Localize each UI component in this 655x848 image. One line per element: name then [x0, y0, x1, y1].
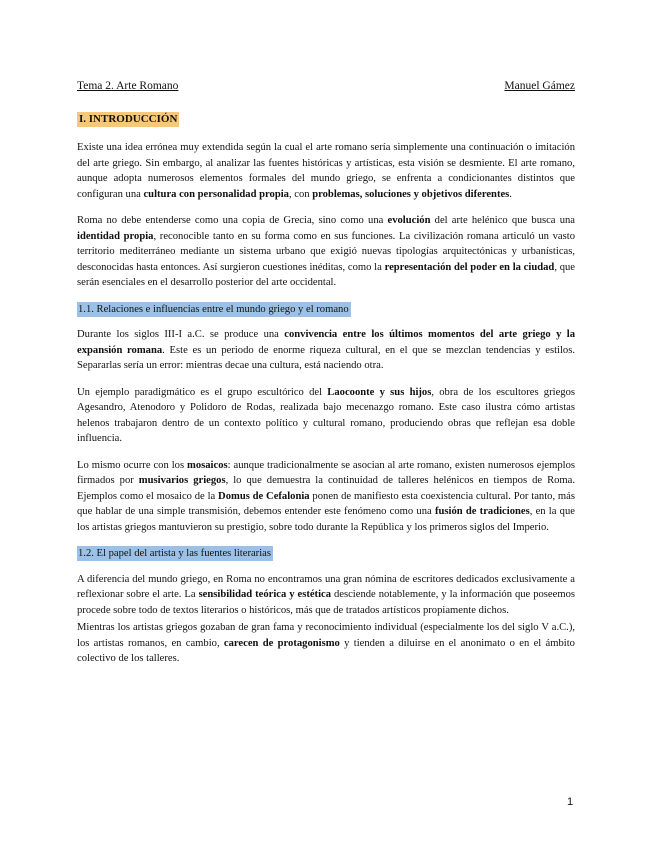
paragraph-4-bold-1: Laocoonte y sus hijos	[327, 386, 432, 398]
paragraph-2-text-4: , que serán esenciales en el desarrollo posterior del arte occidental.	[77, 261, 576, 288]
paragraph-5-bold-4: fusión de tradiciones	[434, 506, 530, 517]
paragraph-1-text-3: .	[509, 188, 512, 200]
section-heading-introduccion: I. INTRODUCCIÓN	[79, 113, 178, 125]
paragraph-5-text-2: : aunque tradicionalmente se asocian al arte romano, existen numerosos ejemplos firmados por	[77, 459, 575, 486]
paragraph-1	[77, 140, 575, 202]
header-author: Manuel Gámez	[504, 80, 575, 92]
paragraph-5-text-5: , en la que los artistas griegos mantuvieron su prestigio, sobre todo durante la República y los primeros siglos del Imperio.	[77, 506, 575, 533]
paragraph-2	[77, 213, 575, 291]
paragraph-3-text-2: . Este es un periodo de enorme riqueza cultural, en el que se mezclan tendencias y estilos. Separarlas sería un error: mientras decae una cultura, está naciendo otra.	[77, 344, 575, 371]
paragraph-7-bold-1: carecen de protagonismo	[223, 637, 340, 649]
paragraph-5-text-4: ponen de manifiesto esta coexistencia cultural. Por tanto, más que hablar de una simple transmisión, debemos entender este fenómeno como una	[77, 490, 575, 517]
paragraph-7-text-1: Mientras los artistas griegos gozaban de gran fama y reconocimiento individual (especialmente los del siglo V a.C.), los artistas romanos, en cambio,	[77, 622, 575, 649]
paragraph-5-bold-3: Domus de Cefalonia	[218, 490, 310, 502]
paragraph-4	[77, 385, 575, 447]
paragraph-6	[77, 572, 575, 619]
paragraph-5-bold-1: mosaicos	[187, 459, 228, 471]
paragraph-7-text-2: y tienden a diluirse en el anonimato o en el ámbito colectivo de los talleres.	[77, 637, 575, 664]
paragraph-5-bold-2: musivarios griegos	[138, 475, 226, 486]
paragraph-2-text-3: , reconocible tanto en su forma como en sus funciones. La civilización romana articuló un vasto territorio mediterráneo mediante un sistema urbano que exigió nuevas tipologías arquitectónicas y urbanísticas, desconocidas hasta entonces. Así surgieron cuestiones inéditas, como la	[77, 230, 575, 273]
paragraph-3	[77, 327, 575, 374]
paragraph-2-text-2: del arte helénico que busca una	[430, 215, 575, 226]
paragraph-4-text-2: , obra de los escultores griegos Agesandro, Atenodoro y Polidoro de Rodas, realizada bajo mecenazgo romano. Este caso ilustra cómo artistas helenos trabajaron dentro de un contexto político y cultural romano, produciendo obras que reflejan esa doble influencia.	[77, 386, 575, 444]
paragraph-1-bold-1: cultura con personalidad propia	[143, 188, 289, 200]
paragraph-5	[77, 458, 575, 536]
paragraph-3-text-1: Durante los siglos III-I a.C. se produce una	[77, 329, 285, 340]
paragraph-3-bold-1: convivencia entre los últimos momentos del arte griego y la expansión romana	[77, 329, 575, 356]
paragraph-6-text-1: A diferencia del mundo griego, en Roma no encontramos una gran nómina de escritores dedicados exclusivamente a reflexionar sobre el arte. La	[77, 573, 575, 600]
page-header	[77, 80, 575, 98]
paragraph-5-text-3: , lo que demuestra la continuidad de talleres helénicos en tiempos de Roma. Ejemplos como el mosaico de la	[77, 475, 576, 502]
paragraph-5-text-1: Lo mismo ocurre con los	[77, 459, 188, 471]
paragraph-6-text-2: desciende notablemente, y la información que poseemos procede sobre todo de textos literarios o históricos, más que de tratados artísticos propiamente dichos.	[77, 589, 575, 616]
paragraph-7	[77, 620, 575, 667]
page-number: 1	[567, 796, 574, 808]
paragraph-2-bold-1: evolución	[387, 215, 431, 226]
subsection-heading-1-1: 1.1. Relaciones e influencias entre el mundo griego y el romano	[78, 303, 349, 315]
header-title: Tema 2. Arte Romano	[77, 80, 179, 92]
paragraph-2-text-1: Roma no debe entenderse como una copia de Grecia, sino como una	[77, 215, 388, 226]
subsection-heading-1-2: 1.2. El papel del artista y las fuentes literarias	[78, 548, 271, 559]
paragraph-1-text-2: , con	[288, 188, 313, 200]
paragraph-1-bold-2: problemas, soluciones y objetivos diferentes	[312, 188, 510, 200]
document-body	[77, 112, 575, 678]
paragraph-2-bold-2: identidad propia	[77, 230, 154, 242]
paragraph-2-bold-3: representación del poder en la ciudad	[384, 261, 555, 273]
paragraph-6-bold-1: sensibilidad teórica y estética	[198, 589, 332, 600]
paragraph-4-text-1: Un ejemplo paradigmático es el grupo escultórico del	[77, 386, 328, 398]
paragraph-1-text-1: Existe una idea errónea muy extendida según la cual el arte romano sería simplemente una continuación o imitación del arte griego. Sin embargo, al analizar las fuentes históricas y artísticas, esta visión se desmiente. El arte romano, aunque adopta numerosos elementos formales del mundo griego, se enfrenta a condicionantes distintos que configuran una	[77, 142, 575, 200]
